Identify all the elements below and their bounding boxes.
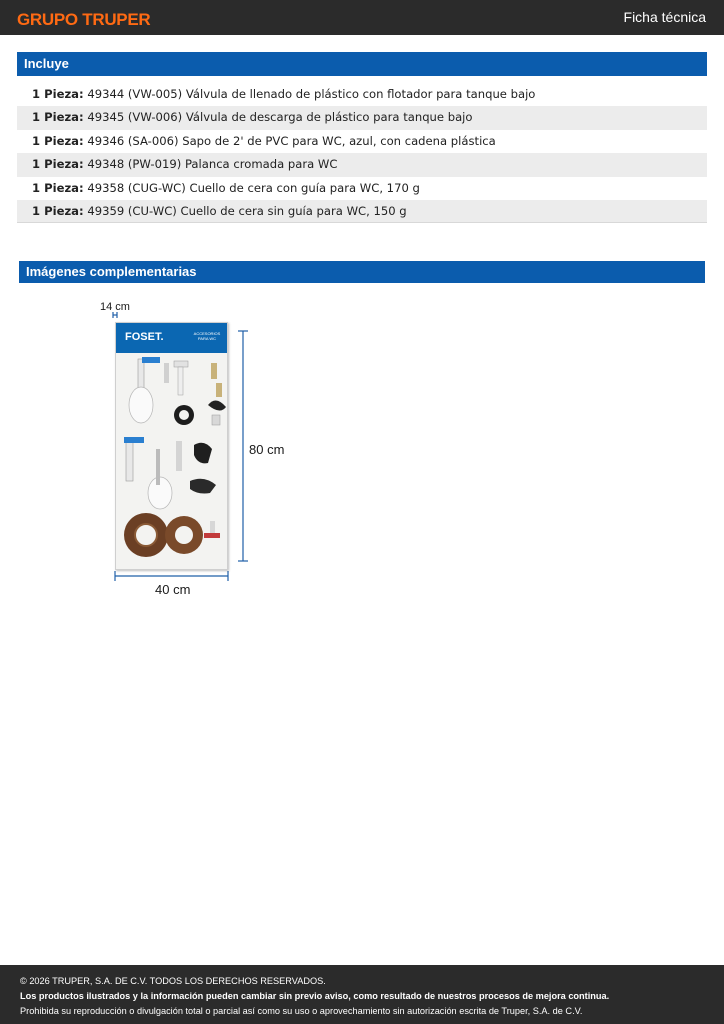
list-item: [17, 106, 707, 129]
page-footer: [0, 965, 724, 1024]
footer-copyright: © 2026 TRUPER, S.A. DE C.V. TODOS LOS DERECHOS RESERVADOS.: [20, 976, 326, 986]
list-item: [17, 177, 707, 200]
item-quantity: 1 Pieza:: [32, 180, 84, 195]
item-description: 49359 (CU-WC) Cuello de cera sin guía para WC, 150 g: [87, 203, 407, 218]
item-quantity: 1 Pieza:: [32, 203, 84, 218]
display-board: [115, 322, 228, 570]
item-description: 49348 (PW-019) Palanca cromada para WC: [87, 157, 338, 172]
foset-brand-logo: FOSET.: [125, 331, 164, 343]
item-description: 49346 (SA-006) Sapo de 2' de PVC para WC, azul, con cadena plástica: [87, 133, 496, 148]
item-quantity: 1 Pieza:: [32, 110, 84, 125]
truper-logo: GRUPO TRUPER: [17, 10, 151, 29]
board-subtitle: ACCESORIOS PARA WC: [193, 331, 221, 341]
board-products-illustration: [116, 353, 228, 570]
list-item: [17, 200, 707, 223]
item-quantity: 1 Pieza:: [32, 133, 84, 148]
top-header-bar: [0, 0, 724, 35]
section-header-incluye: Incluye: [17, 52, 707, 76]
item-description: 49344 (VW-005) Válvula de llenado de plástico con flotador para tanque bajo: [87, 87, 536, 101]
list-item: [17, 130, 707, 153]
item-description: 49358 (CUG-WC) Cuello de cera con guía para WC, 170 g: [87, 180, 420, 195]
dimension-height-label: 80 cm: [249, 442, 285, 457]
footer-notice: Los productos ilustrados y la información pueden cambiar sin previo aviso, como resultado de nuestros procesos de mejora continua.: [20, 991, 610, 1001]
item-description: 49345 (VW-006) Válvula de descarga de plástico para tanque bajo: [87, 110, 473, 125]
dimension-width-label: 40 cm: [155, 582, 191, 597]
product-display-image: [95, 298, 295, 603]
board-header: [116, 323, 228, 353]
section-header-imagenes: Imágenes complementarias: [19, 261, 705, 283]
item-quantity: 1 Pieza:: [32, 87, 84, 101]
list-item: [17, 153, 707, 176]
dimension-depth-label: 14 cm: [100, 301, 130, 313]
footer-prohibition: Prohibida su reproducción o divulgación total o parcial así como su uso o aprovechamiento sin autorización escrita de Truper, S.A. de C.V.: [20, 1006, 583, 1016]
document-type-label: Ficha técnica: [623, 9, 706, 25]
item-quantity: 1 Pieza:: [32, 157, 84, 172]
list-item: [17, 83, 707, 106]
includes-list: [17, 83, 707, 223]
